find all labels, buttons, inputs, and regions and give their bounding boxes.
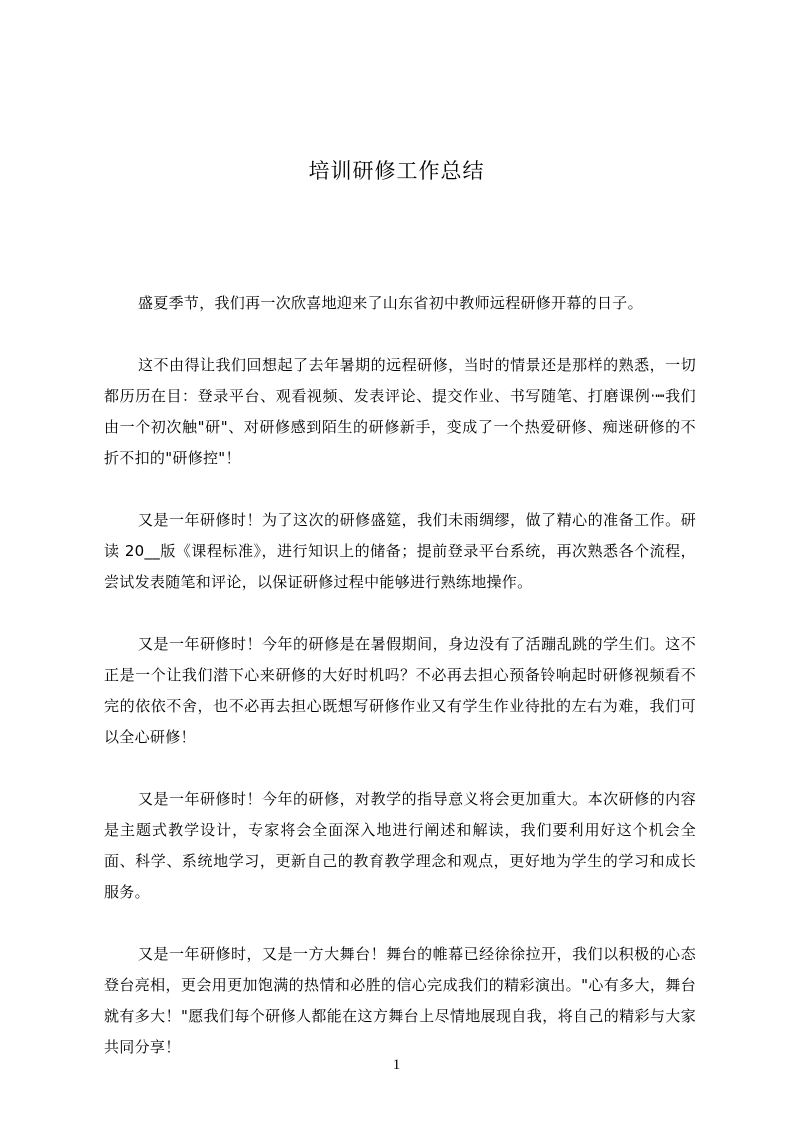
paragraph-4: 又是一年研修时！今年的研修是在暑假期间，身边没有了活蹦乱跳的学生们。这不正是一个让我们潜下心来研修的大好时机吗？不必再去担心预备铃响起时研修视频看不完的依依不舍，也不必再去担心既想写研修作业又有学生作业待批的左右为难，我们可以全心研修！ (104, 635, 696, 746)
paragraph-6: 又是一年研修时，又是一方大舞台！舞台的帷幕已经徐徐拉开，我们以积极的心态登台亮相，更会用更加饱满的热情和必胜的信心完成我们的精彩演出。"心有多大，舞台就有多大！"愿我们每个研修人都能在这方舞台上尽情地展现自我，将自己的精彩与大家共同分享！ (104, 945, 696, 1056)
page-number: 1 (392, 1057, 401, 1073)
paragraph-2: 这不由得让我们回想起了去年暑期的远程研修，当时的情景还是那样的熟悉，一切都历历在目：登录平台、观看视频、发表评论、提交作业、书写随笔、打磨课例·┉我们由一个初次触"研"、对研修感到陌生的研修新手，变成了一个热爱研修、痴迷研修的不折不扣的"研修控"！ (104, 356, 696, 467)
document-body (104, 288, 696, 1094)
document-title: 培训研修工作总结 (308, 159, 485, 184)
paragraph-1: 盛夏季节，我们再一次欣喜地迎来了山东省初中教师远程研修开幕的日子。 (138, 294, 643, 312)
paragraph-5: 又是一年研修时！今年的研修，对教学的指导意义将会更加重大。本次研修的内容是主题式教学设计，专家将会全面深入地进行阐述和解读，我们要利用好这个机会全面、科学、系统地学习，更新自己的教育教学理念和观点，更好地为学生的学习和成长服务。 (104, 790, 696, 901)
paragraph-3: 又是一年研修时！为了这次的研修盛筵，我们未雨绸缪，做了精心的准备工作。研读 20__版《课程标准》，进行知识上的储备；提前登录平台系统，再次熟悉各个流程，尝试发表随笔和评论，以保证研修过程中能够进行熟练地操作。 (104, 511, 696, 591)
